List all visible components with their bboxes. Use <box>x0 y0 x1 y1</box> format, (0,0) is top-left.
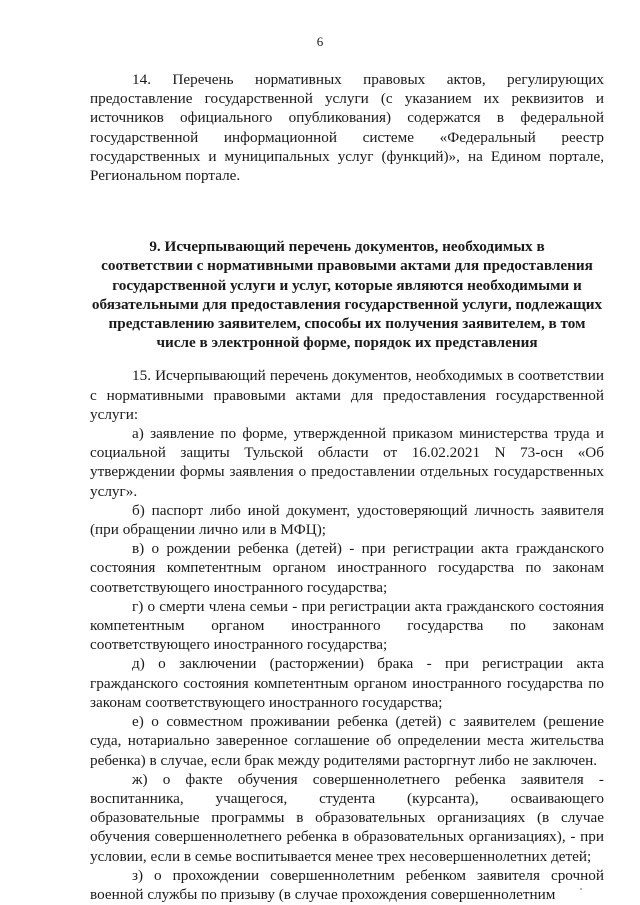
list-item-b: б) паспорт либо иной документ, удостоверяющий личность заявителя (при обращении лично или в МФЦ); <box>90 501 604 539</box>
list-item-zh: ж) о факте обучения совершеннолетнего ребенка заявителя - воспитанника, учащегося, студента (курсанта), осваивающего образовательные программы в образовательных организациях (в случае обучения совершеннолетнего ребенка в образовательных организациях), - при условии, если в семье воспитывается менее трех несовершеннолетних детей; <box>90 770 604 865</box>
page-number: 6 <box>316 34 324 49</box>
paragraph-15-intro: 15. Исчерпывающий перечень документов, необходимых в соответствии с нормативными правовыми актами для предоставления государственной услуги: <box>90 367 604 423</box>
list-item-a: а) заявление по форме, утвержденной приказом министерства труда и социальной защиты Тульской области от 16.02.2021 N 73-осн «Об утверждении формы заявления о предоставлении отдельных государственных услуг». <box>90 425 604 500</box>
list-item-z: з) о прохождении совершеннолетним ребенком заявителя срочной военной службы по призыву (в случае прохождения совершеннолетним <box>90 866 604 903</box>
list-item-d: д) о заключении (расторжении) брака - при регистрации акта гражданского состояния компетентным органом иностранного государства по законам соответствующего иностранного государства; <box>90 655 604 711</box>
document-body <box>90 70 604 904</box>
list-item-e: е) о совместном проживании ребенка (детей) с заявителем (решение суда, нотариально заверенное соглашение об определении места жительства ребенка) в случае, если брак между родителями расторгнут либо не заключен. <box>90 713 604 769</box>
list-item-v: в) о рождении ребенка (детей) - при регистрации акта гражданского состояния компетентным органом иностранного государства по законам соответствующего иностранного государства; <box>90 540 604 596</box>
section-heading: 9. Исчерпывающий перечень документов, необходимых в соответствии с нормативными правовыми актами для предоставления государственной услуги и услуг, которые являются необходимыми и обязательными для предоставления государственной услуги, подлежащих представлению заявителем, способы их получения заявителем, в том числе в электронной форме, порядок их представления <box>91 238 603 352</box>
list-item-g: г) о смерти члена семьи - при регистрации акта гражданского состояния компетентным органом иностранного государства по законам соответствующего иностранного государства; <box>90 597 604 654</box>
paragraph-14: 14. Перечень нормативных правовых актов, регулирующих предоставление государственной услуги (с указанием их реквизитов и источников официального опубликования) содержатся в федеральной государственной информационной системе «Федеральный реестр государственных и муниципальных услуг (функций)», на Едином портале, Региональном портале. <box>90 71 604 185</box>
scan-speck <box>580 888 582 890</box>
